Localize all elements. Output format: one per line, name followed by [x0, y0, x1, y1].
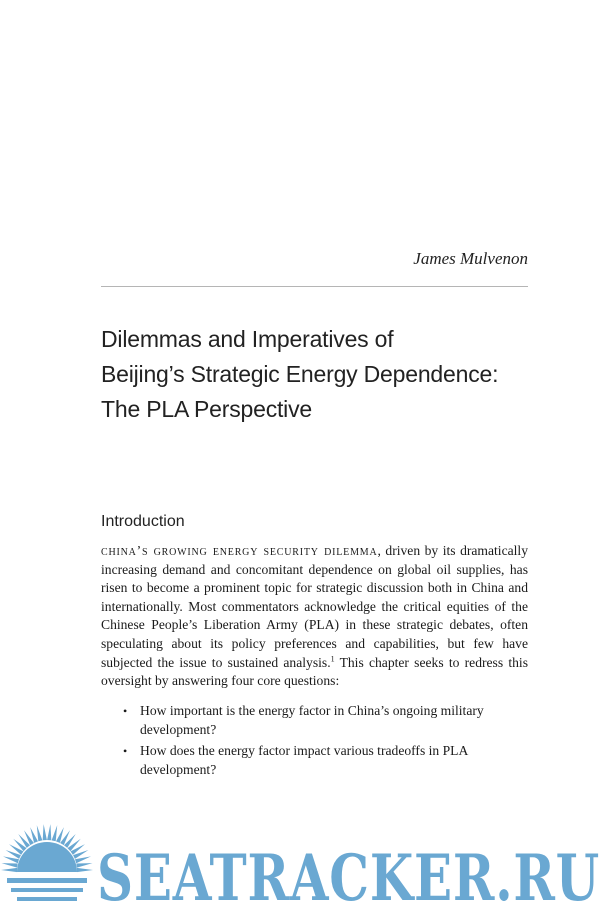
- chapter-title-line-3: The PLA Perspective: [101, 396, 312, 422]
- chapter-title: [101, 322, 541, 427]
- watermark-banner: [0, 818, 612, 915]
- sun-ray: [52, 825, 58, 841]
- lead-caps-phrase: china’s growing energy security dilemma: [101, 543, 378, 558]
- sun-ray: [2, 863, 18, 868]
- sun-ray: [1, 868, 17, 872]
- sun-ray: [76, 863, 92, 868]
- sun-ray: [3, 856, 19, 863]
- title-divider: [101, 286, 528, 287]
- sun-ray: [77, 868, 93, 872]
- intro-text-part-1: , driven by its dramatically increasing demand and concomitant dependence on global oil supplies, has risen to become a prominent topic for strategic discussion both in China and internationally. Most commentators acknowledge the critical equities of the Chinese People’s Liberation Army (PLA) in these strategic debates, often speculating about its policy preferences and capabilities, but few have subjected the issue to sustained analysis.: [101, 543, 528, 670]
- watermark-text: SEATRACKER.RU: [97, 841, 600, 915]
- question-list: [101, 702, 528, 782]
- author-name: James Mulvenon: [413, 249, 528, 268]
- sun-ray: [43, 824, 47, 840]
- chapter-title-line-2: Beijing’s Strategic Energy Dependence:: [101, 361, 499, 387]
- bullet-marker: •: [123, 704, 128, 718]
- section-heading: Introduction: [101, 513, 185, 530]
- list-item-text: How does the energy factor impact various tradeoffs in PLA development?: [140, 743, 468, 777]
- intro-text-part-2: This chapter seeks to redress this oversight by answering four core questions:: [101, 654, 528, 689]
- list-item-text: How important is the energy factor in China’s ongoing military development?: [140, 703, 484, 737]
- sun-ray: [37, 825, 43, 841]
- intro-paragraph: [101, 542, 528, 691]
- list-item: [101, 742, 528, 779]
- sun-ray: [47, 824, 51, 840]
- sun-burst-icon: [1, 824, 93, 901]
- sun-ray: [75, 856, 91, 863]
- list-item: [101, 702, 528, 739]
- footnote-reference[interactable]: 1: [330, 654, 335, 664]
- watermark-svg: [0, 818, 612, 915]
- bullet-marker: •: [123, 744, 128, 759]
- chapter-title-line-1: Dilemmas and Imperatives of: [101, 326, 394, 352]
